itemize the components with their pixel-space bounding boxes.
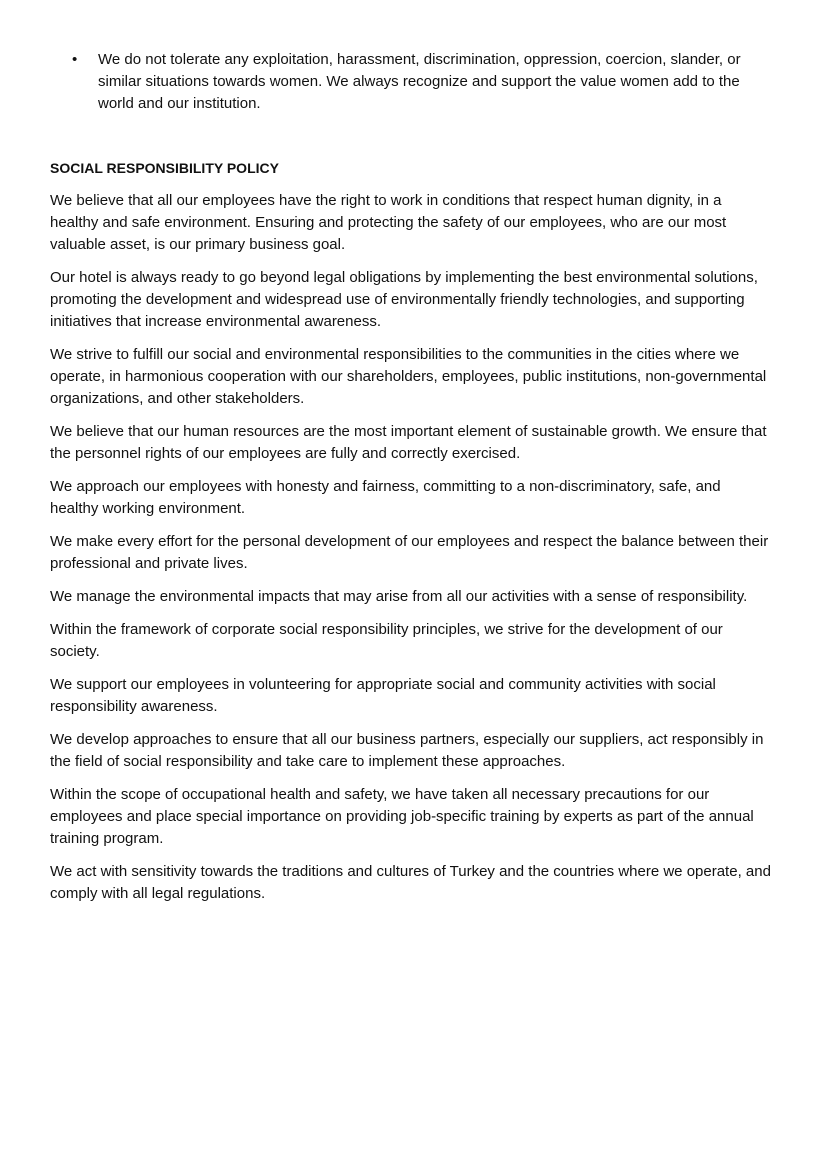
paragraph: We develop approaches to ensure that all our business partners, especially our suppliers, act responsibly in the field of social responsibility and take care to implement these approaches. (50, 731, 764, 770)
bullet-marker: • (72, 51, 78, 68)
bullet-item (50, 49, 770, 115)
paragraph: We support our employees in volunteering for appropriate social and community activities with social responsibility awareness. (50, 676, 716, 715)
paragraph: We strive to fulfill our social and environmental responsibilities to the communities in the cities where we operate, in harmonious cooperation with our shareholders, employees, public institutions, non-governmental organizations, and other stakeholders. (50, 346, 767, 407)
paragraph: Within the framework of corporate social responsibility principles, we strive for the development of our society. (50, 621, 723, 660)
paragraph: We act with sensitivity towards the traditions and cultures of Turkey and the countries where we operate, and comply with all legal regulations. (50, 863, 771, 902)
social-responsibility-section (50, 157, 772, 916)
bullet-text: We do not tolerate any exploitation, harassment, discrimination, oppression, coercion, slander, or similar situations towards women. We always recognize and support the value women add to the world and our institution. (98, 51, 741, 112)
paragraph: We make every effort for the personal development of our employees and respect the balance between their professional and private lives. (50, 533, 769, 572)
paragraph: We approach our employees with honesty and fairness, committing to a non-discriminatory, safe, and healthy working environment. (50, 478, 721, 517)
section-heading: SOCIAL RESPONSIBILITY POLICY (50, 160, 279, 176)
paragraph: Our hotel is always ready to go beyond legal obligations by implementing the best environmental solutions, promoting the development and widespread use of environmentally friendly technologies, and supporting initiatives that increase environmental awareness. (50, 269, 758, 330)
paragraph: We manage the environmental impacts that may arise from all our activities with a sense of responsibility. (50, 588, 748, 605)
paragraph: We believe that our human resources are the most important element of sustainable growth. We ensure that the personnel rights of our employees are fully and correctly exercised. (50, 423, 767, 462)
paragraph: We believe that all our employees have the right to work in conditions that respect human dignity, in a healthy and safe environment. Ensuring and protecting the safety of our employees, who are our most valuable asset, is our primary business goal. (50, 192, 727, 253)
bullet-list (50, 49, 770, 115)
paragraph: Within the scope of occupational health and safety, we have taken all necessary precautions for our employees and place special importance on providing job-specific training by experts as part of the annual training program. (50, 786, 754, 847)
